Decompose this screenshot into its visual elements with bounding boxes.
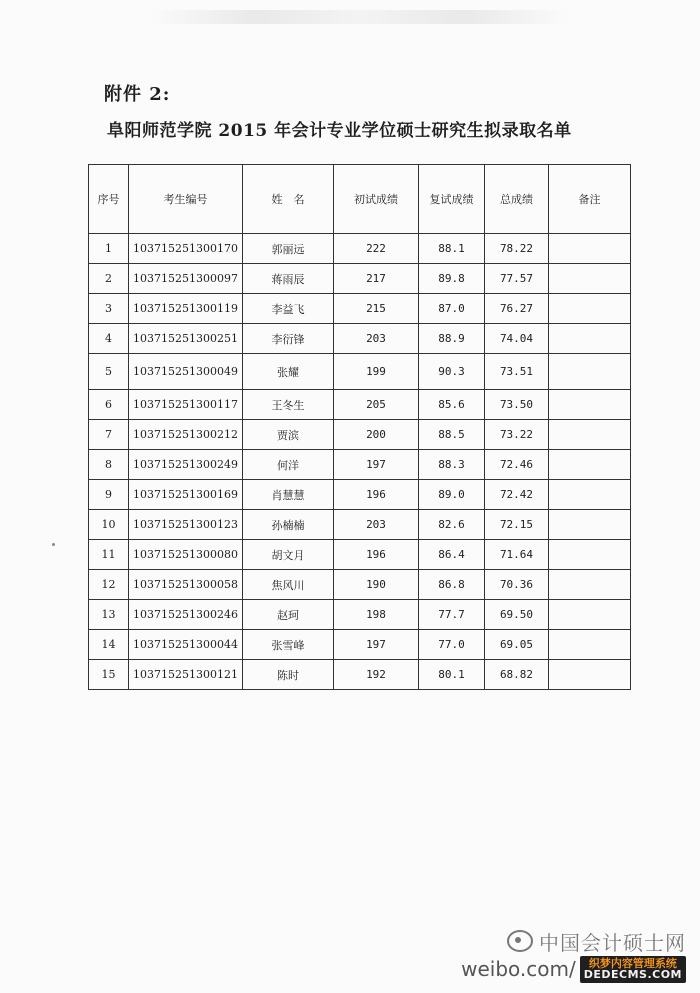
header-retest-score: 复试成绩	[419, 165, 485, 234]
cell-seq: 5	[89, 354, 129, 390]
cell-initial: 196	[334, 540, 419, 570]
cell-remarks	[549, 294, 631, 324]
cell-name: 肖慧慧	[243, 480, 334, 510]
watermark-top-row	[461, 927, 686, 956]
cell-total: 73.22	[485, 420, 549, 450]
cell-retest: 85.6	[419, 390, 485, 420]
cell-initial: 198	[334, 600, 419, 630]
cell-total: 68.82	[485, 660, 549, 690]
header-exam-id: 考生编号	[129, 165, 243, 234]
cell-seq: 4	[89, 324, 129, 354]
cell-retest: 86.8	[419, 570, 485, 600]
cell-remarks	[549, 660, 631, 690]
cell-remarks	[549, 510, 631, 540]
header-initial-score: 初试成绩	[334, 165, 419, 234]
cell-exam-id: 103715251300080	[129, 540, 243, 570]
cell-seq: 10	[89, 510, 129, 540]
watermark-org-text: 中国会计硕士网	[539, 930, 686, 955]
cell-name: 陈时	[243, 660, 334, 690]
cell-seq: 14	[89, 630, 129, 660]
faint-header-bleed	[150, 10, 570, 24]
cell-retest: 88.3	[419, 450, 485, 480]
cell-retest: 77.0	[419, 630, 485, 660]
cell-initial: 222	[334, 234, 419, 264]
cell-exam-id: 103715251300123	[129, 510, 243, 540]
cell-initial: 196	[334, 480, 419, 510]
table-row	[89, 660, 631, 690]
cell-initial: 197	[334, 450, 419, 480]
cell-initial: 200	[334, 420, 419, 450]
cell-initial: 217	[334, 264, 419, 294]
cell-total: 72.42	[485, 480, 549, 510]
cell-remarks	[549, 540, 631, 570]
watermark-url: weibo.com/	[461, 957, 576, 982]
cell-total: 71.64	[485, 540, 549, 570]
cell-name: 孙楠楠	[243, 510, 334, 540]
cell-retest: 87.0	[419, 294, 485, 324]
cell-name: 李衍锋	[243, 324, 334, 354]
cell-remarks	[549, 480, 631, 510]
cell-remarks	[549, 600, 631, 630]
table-body	[89, 234, 631, 690]
cell-name: 贾滨	[243, 420, 334, 450]
cell-seq: 8	[89, 450, 129, 480]
cell-remarks	[549, 570, 631, 600]
header-name: 姓 名	[243, 165, 334, 234]
table-row	[89, 264, 631, 294]
cell-total: 72.46	[485, 450, 549, 480]
cell-exam-id: 103715251300170	[129, 234, 243, 264]
cell-retest: 88.9	[419, 324, 485, 354]
cell-remarks	[549, 390, 631, 420]
cell-total: 76.27	[485, 294, 549, 324]
cell-name: 焦风川	[243, 570, 334, 600]
cell-name: 赵珂	[243, 600, 334, 630]
scan-speck	[52, 543, 55, 546]
cell-remarks	[549, 234, 631, 264]
cell-initial: 203	[334, 510, 419, 540]
cell-total: 77.57	[485, 264, 549, 294]
cell-exam-id: 103715251300049	[129, 354, 243, 390]
cell-initial: 215	[334, 294, 419, 324]
cell-seq: 2	[89, 264, 129, 294]
cell-seq: 1	[89, 234, 129, 264]
table-row	[89, 480, 631, 510]
table-row	[89, 630, 631, 660]
cell-seq: 3	[89, 294, 129, 324]
cell-initial: 190	[334, 570, 419, 600]
cell-name: 蒋雨辰	[243, 264, 334, 294]
cell-seq: 7	[89, 420, 129, 450]
cell-retest: 86.4	[419, 540, 485, 570]
cell-total: 74.04	[485, 324, 549, 354]
cell-initial: 192	[334, 660, 419, 690]
cell-initial: 205	[334, 390, 419, 420]
table-row	[89, 600, 631, 630]
badge-line1: 织梦内容管理系统	[588, 956, 677, 970]
cell-name: 李益飞	[243, 294, 334, 324]
cell-seq: 9	[89, 480, 129, 510]
header-total-score: 总成绩	[485, 165, 549, 234]
cell-remarks	[549, 450, 631, 480]
table-row	[89, 354, 631, 390]
cell-exam-id: 103715251300169	[129, 480, 243, 510]
table-row	[89, 390, 631, 420]
table-row	[89, 570, 631, 600]
cell-name: 张耀	[243, 354, 334, 390]
cell-total: 72.15	[485, 510, 549, 540]
cell-initial: 199	[334, 354, 419, 390]
admission-table	[88, 164, 631, 690]
cell-initial: 197	[334, 630, 419, 660]
table-row	[89, 420, 631, 450]
cell-initial: 203	[334, 324, 419, 354]
cell-seq: 13	[89, 600, 129, 630]
cell-remarks	[549, 420, 631, 450]
cell-retest: 90.3	[419, 354, 485, 390]
table-row	[89, 294, 631, 324]
cell-remarks	[549, 264, 631, 294]
cell-name: 何洋	[243, 450, 334, 480]
cell-exam-id: 103715251300119	[129, 294, 243, 324]
cell-total: 73.50	[485, 390, 549, 420]
cell-name: 郭丽远	[243, 234, 334, 264]
table-row	[89, 234, 631, 264]
table-row	[89, 510, 631, 540]
cell-exam-id: 103715251300044	[129, 630, 243, 660]
cell-exam-id: 103715251300246	[129, 600, 243, 630]
table-row	[89, 450, 631, 480]
cell-retest: 77.7	[419, 600, 485, 630]
cell-exam-id: 103715251300058	[129, 570, 243, 600]
cell-exam-id: 103715251300251	[129, 324, 243, 354]
cell-seq: 11	[89, 540, 129, 570]
cell-remarks	[549, 354, 631, 390]
cell-exam-id: 103715251300097	[129, 264, 243, 294]
cell-retest: 89.8	[419, 264, 485, 294]
table-row	[89, 540, 631, 570]
cell-total: 69.50	[485, 600, 549, 630]
watermark	[461, 927, 686, 983]
weibo-icon	[507, 930, 533, 952]
cell-retest: 80.1	[419, 660, 485, 690]
cell-name: 王冬生	[243, 390, 334, 420]
cell-name: 张雪峰	[243, 630, 334, 660]
cell-exam-id: 103715251300212	[129, 420, 243, 450]
cell-seq: 12	[89, 570, 129, 600]
cell-exam-id: 103715251300117	[129, 390, 243, 420]
table-row	[89, 324, 631, 354]
cell-total: 69.05	[485, 630, 549, 660]
table-header-row	[89, 165, 631, 234]
cell-seq: 15	[89, 660, 129, 690]
cell-remarks	[549, 324, 631, 354]
header-seq: 序号	[89, 165, 129, 234]
badge-line2: DEDECMS.COM	[583, 968, 682, 982]
cell-retest: 88.5	[419, 420, 485, 450]
cell-total: 78.22	[485, 234, 549, 264]
cell-exam-id: 103715251300121	[129, 660, 243, 690]
cell-name: 胡文月	[243, 540, 334, 570]
dedecms-badge	[580, 956, 686, 983]
cell-exam-id: 103715251300249	[129, 450, 243, 480]
cell-remarks	[549, 630, 631, 660]
cell-retest: 82.6	[419, 510, 485, 540]
cell-retest: 89.0	[419, 480, 485, 510]
cell-seq: 6	[89, 390, 129, 420]
document-title: 阜阳师范学院 2015 年会计专业学位硕士研究生拟录取名单	[107, 121, 572, 141]
watermark-bottom-row	[461, 956, 686, 983]
annex-label: 附件 2:	[104, 84, 171, 105]
cell-retest: 88.1	[419, 234, 485, 264]
header-remarks: 备注	[549, 165, 631, 234]
cell-total: 70.36	[485, 570, 549, 600]
cell-total: 73.51	[485, 354, 549, 390]
